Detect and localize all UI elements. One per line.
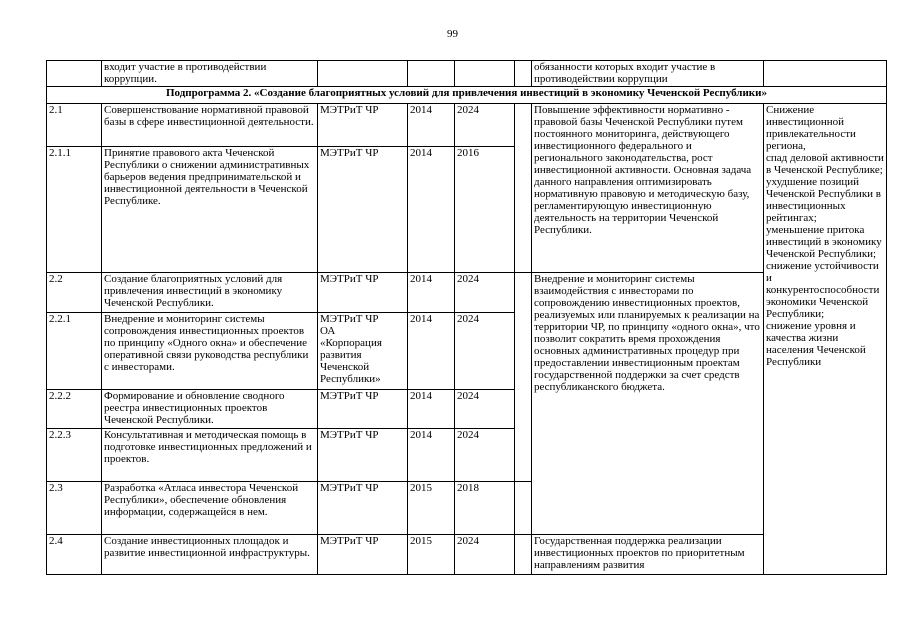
end-year: 2024 [455,390,515,429]
start-year: 2015 [408,482,455,535]
measure-name: Совершенствование нормативной правовой базы в сфере инвестиционной деятельности. [102,104,318,147]
measure-name: Внедрение и мониторинг системы сопровождения инвестиционных проектов по принципу «Одного окна» и обеспечение оперативной связи руководства республики с инвесторами. [102,313,318,390]
risks-cell: Снижение инвестиционной привлекательности региона, спад деловой активности в Чеченской Республике; ухудшение позиций Чеченской Республики в инвестиционных рейтингах; уменьшение притока инвестиций в экономику Чеченской Республики; снижение устойчивости и конкурентоспособности экономики Чеченской Республики; снижение уровня и качества жизни населения Чеченской Республики [764,104,887,575]
executor: МЭТРиТ ЧР [318,147,408,273]
measure-name: Принятие правового акта Чеченской Республики о снижении административных барьеров ведения предпринимательской и инвестиционной деятельности в Чеченской Республике. [102,147,318,273]
page-number: 99 [447,28,458,40]
start-year: 2014 [408,104,455,147]
start-year: 2015 [408,535,455,575]
end-year: 2024 [455,429,515,482]
expected-result: Внедрение и мониторинг системы взаимодействия с инвесторами по сопровождению инвестиционных проектов, реализуемых или планируемых к реализации на территории ЧР, по принципу «одного окна», что позволит сократить время прохождения основных административных процедур при предоставлении инвестиционным проектам государственной поддержки за счет средств республиканского бюджета. [532,273,764,535]
executor: МЭТРиТ ЧР [318,273,408,313]
measure-name: Разработка «Атласа инвестора Чеченской Республики», обеспечение обновления информации, содержащейся в нем. [102,482,318,535]
measure-name: Создание благоприятных условий для привлечения инвестиций в экономику Чеченской Республики. [102,273,318,313]
start-year: 2014 [408,273,455,313]
end-year: 2024 [455,535,515,575]
end-year: 2018 [455,482,515,535]
end-year: 2024 [455,104,515,147]
program-table [46,60,887,575]
row-number: 2.2.1 [47,313,102,390]
executor: МЭТРиТ ЧР ОА «Корпорация развития Чеченской Республики» [318,313,408,390]
end-year: 2016 [455,147,515,273]
row-number: 2.2.2 [47,390,102,429]
executor: МЭТРиТ ЧР [318,535,408,575]
table-row [47,104,887,147]
executor: МЭТРиТ ЧР [318,390,408,429]
table-row [47,535,887,575]
outcome-cell: обязанности которых входит участие в противодействии коррупции [532,61,764,87]
start-year: 2014 [408,390,455,429]
executor: МЭТРиТ ЧР [318,482,408,535]
subprogram-header-row [47,87,887,104]
start-year: 2014 [408,429,455,482]
table-row [47,61,887,87]
end-year: 2024 [455,313,515,390]
subprogram-title: Подпрограмма 2. «Создание благоприятных условий для привлечения инвестиций в экономику Чеченской Республики» [47,87,887,104]
row-number: 2.1 [47,104,102,147]
measure-cell: входит участие в противодействии коррупции. [102,61,318,87]
end-year: 2024 [455,273,515,313]
expected-result: Государственная поддержка реализации инвестиционных проектов по приоритетным направлениям развития [532,535,764,575]
row-number: 2.1.1 [47,147,102,273]
executor: МЭТРиТ ЧР [318,429,408,482]
row-number: 2.4 [47,535,102,575]
start-year: 2014 [408,147,455,273]
expected-result: Повышение эффективности нормативно - правовой базы Чеченской Республики путем постоянного мониторинга, действующего инвестиционного федерального и регионального законодательства, рост инвестиционной активности. Основная задача данного направления оптимизировать нормативную правовую и методическую базу, регламентирующую инвестиционную деятельность на территории Чеченской Республики. [532,104,764,273]
row-number: 2.2 [47,273,102,313]
measure-name: Создание инвестиционных площадок и развитие инвестиционной инфраструктуры. [102,535,318,575]
row-number: 2.3 [47,482,102,535]
row-number: 2.2.3 [47,429,102,482]
measure-name: Формирование и обновление сводного реестра инвестиционных проектов Чеченской Республики. [102,390,318,429]
executor: МЭТРиТ ЧР [318,104,408,147]
table-row [47,273,887,313]
start-year: 2014 [408,313,455,390]
measure-name: Консультативная и методическая помощь в подготовке инвестиционных предложений и проектов. [102,429,318,482]
